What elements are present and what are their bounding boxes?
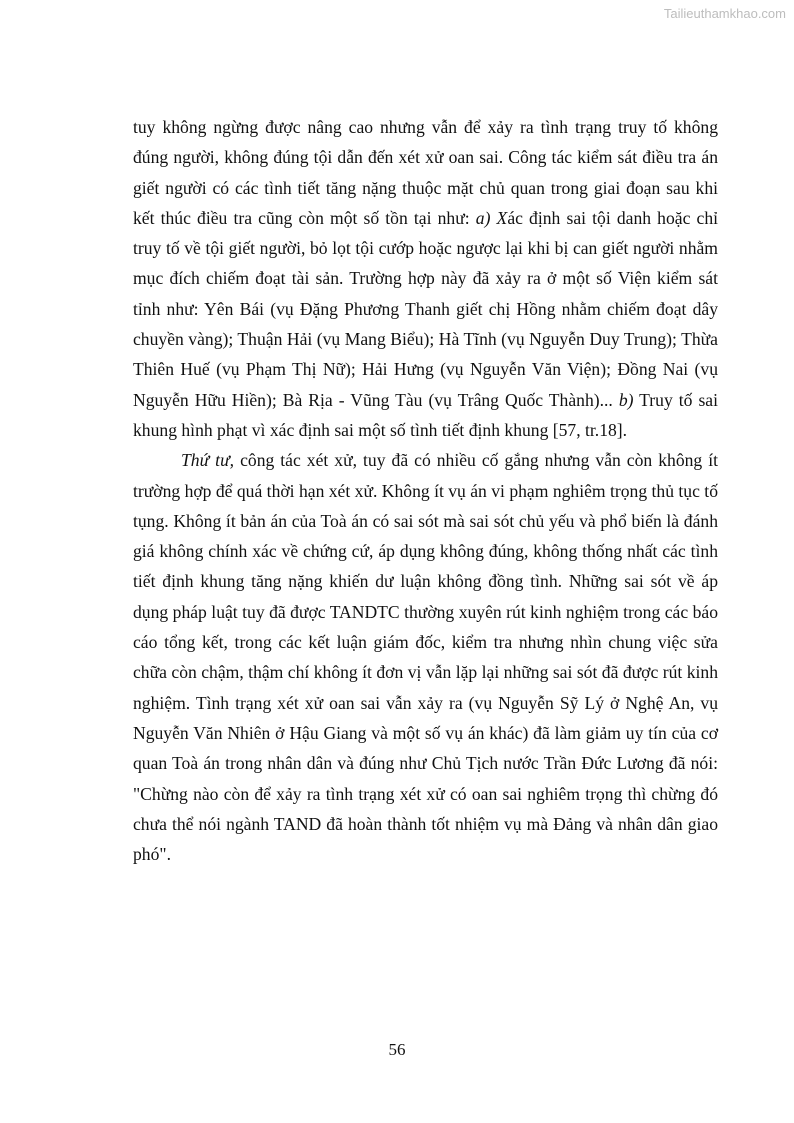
paragraph-1-text-3: Truy tố sai khung hình phạt vì xác định sai một số tình tiết định khung [57, tr.18]. [133,389,718,440]
paragraph-2-text: công tác xét xử, tuy đã có nhiều cố gắng nhưng vẫn còn không ít trường hợp để quá thời hạn xét xử. Không ít vụ án vi phạm nghiêm trọng thủ tục tố tụng. Không ít bản án của Toà án có sai sót mà sai sót chủ yếu và phổ biến là đánh giá không chính xác về chứng cứ, áp dụng không đúng, không thống nhất các tình tiết định khung tăng nặng khiến dư luận không đồng tình. Những sai sót về áp dụng pháp luật tuy đã được TANDTC thường xuyên rút kinh nghiệm trong các báo cáo tổng kết, trong các kết luận giám đốc, kiểm tra nhưng nhìn chung việc sửa chữa còn chậm, thậm chí không ít đơn vị vẫn lặp lại những sai sót đã được rút kinh nghiệm. Tình trạng xét xử oan sai vẫn xảy ra (vụ Nguyễn Sỹ Lý ở Nghệ An, vụ Nguyễn Văn Nhiên ở Hậu Giang và một số vụ án khác) đã làm giảm uy tín của cơ quan Toà án trong nhân dân và đúng như Chủ Tịch nước Trần Đức Lương đã nói: "Chừng nào còn để xảy ra tình trạng xét xử có oan sai nghiêm trọng thì chừng đó chưa thể nói ngành TAND đã hoàn thành tốt nhiệm vụ mà Đảng và nhân dân giao phó". [133,450,718,865]
document-body [133,112,718,869]
paragraph-1-text-2: ác định sai tội danh hoặc chỉ truy tố về tội giết người, bỏ lọt tội cướp hoặc ngược lại khi bị can giết người nhằm mục đích chiếm đoạt tài sản. Trường hợp này đã xảy ra ở một số Viện kiểm sát tỉnh như: Yên Bái (vụ Đặng Phương Thanh giết chị Hồng nhằm chiếm đoạt dây chuyền vàng); Thuận Hải (vụ Mang Biểu); Hà Tĩnh (vụ Nguyễn Duy Trung); Thừa Thiên Huế (vụ Phạm Thị Nữ); Hải Hưng (vụ Nguyễn Văn Viện); Đồng Nai (vụ Nguyễn Hữu Hiền); Bà Rịa - Vũng Tàu (vụ Trâng Quốc Thành)... [133,207,719,410]
paragraph-2 [133,445,718,869]
watermark: Tailieuthamkhao.com [663,6,786,21]
marker-a: a) X [475,207,508,228]
paragraph-1-text-1: tuy không ngừng được nâng cao nhưng vẫn để xảy ra tình trạng truy tố không đúng người, không đúng tội dẫn đến xét xử oan sai. Công tác kiểm sát điều tra án giết người có các tình tiết tăng nặng thuộc mặt chủ quan trong giai đoạn sau khi kết thúc điều tra cũng còn một số tồn tại như: [133,117,718,228]
marker-b: b) [618,389,634,410]
paragraph-2-lead: Thứ tư, [181,450,235,471]
paragraph-1 [133,112,718,445]
page-number: 56 [388,1040,406,1059]
